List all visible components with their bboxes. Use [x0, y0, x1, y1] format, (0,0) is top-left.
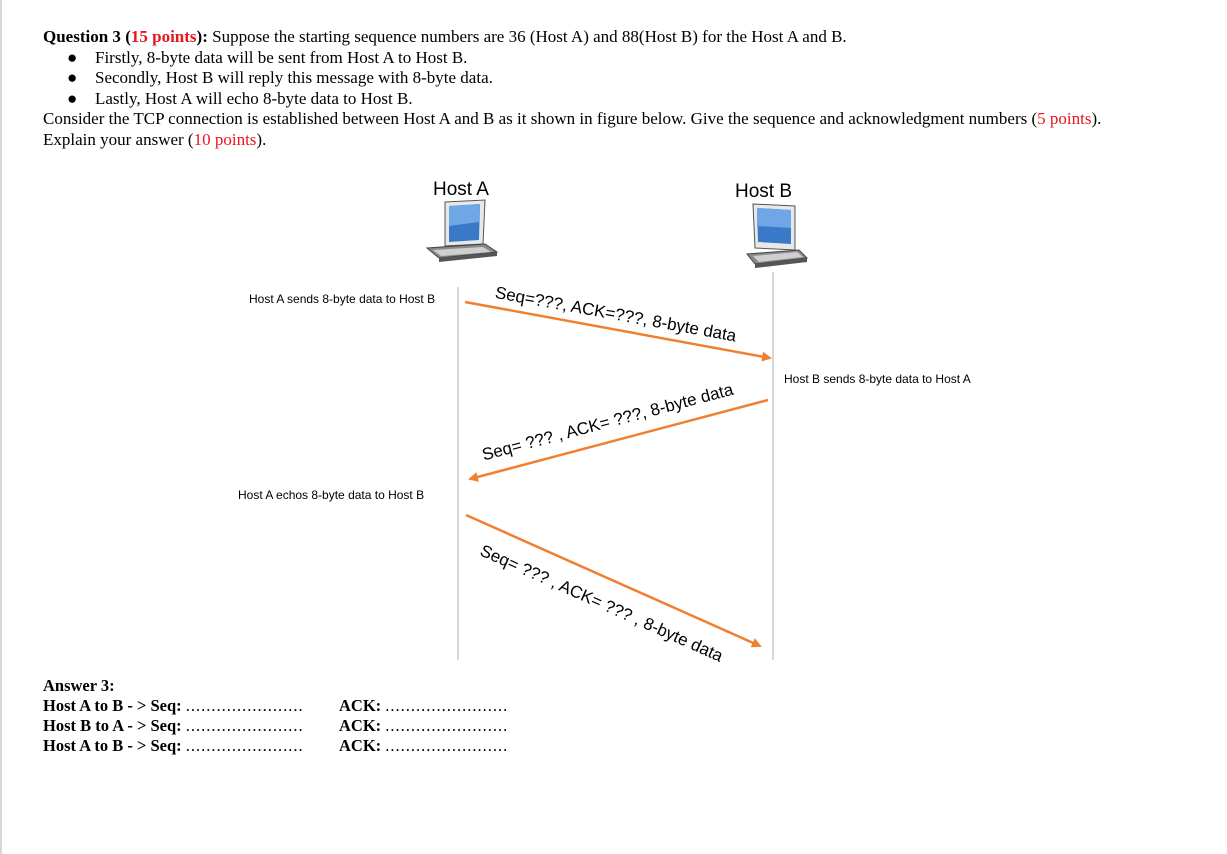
- bullet-text: Lastly, Host A will echo 8-byte data to Host B.: [95, 88, 413, 108]
- explain-end: ).: [256, 129, 267, 149]
- question-header: [43, 27, 1203, 48]
- bullet-icon: ●: [67, 47, 78, 67]
- question-block: [43, 27, 1203, 150]
- consider-end: ).: [1091, 109, 1102, 128]
- consider-text: Consider the TCP connection is established between Host A and B as it shown in figure below. Give the sequence and acknowledgment numbers (: [43, 109, 1038, 128]
- seq-blank[interactable]: .......................: [185, 736, 304, 755]
- bullet-icon: ●: [67, 68, 78, 87]
- answer-section: [43, 676, 509, 756]
- bullet-icon: ●: [67, 88, 78, 108]
- host-a-computer-icon: [427, 200, 497, 262]
- ack-blank[interactable]: ........................: [385, 696, 509, 715]
- seq-label: Host B to A - > Seq:: [43, 716, 182, 735]
- bullet-text: Firstly, 8-byte data will be sent from Host A to Host B.: [95, 47, 468, 67]
- answer-row: [43, 716, 509, 736]
- question-label: Question 3: [43, 27, 121, 46]
- points-close: ):: [196, 27, 208, 46]
- message-1-label: Seq=???, ACK=???, 8-byte data: [493, 283, 738, 346]
- list-item: [43, 89, 1203, 110]
- note-a-sends: Host A sends 8-byte data to Host B: [249, 292, 436, 306]
- bullet-text: Secondly, Host B will reply this message with 8-byte data.: [95, 68, 493, 87]
- points-open: (: [120, 27, 131, 46]
- answer-row: [43, 736, 509, 756]
- ack-blank[interactable]: ........................: [385, 736, 509, 755]
- question-points: 15 points: [130, 27, 197, 46]
- question-intro: Suppose the starting sequence numbers are 36 (Host A) and 88(Host B) for the Host A and B.: [207, 27, 847, 46]
- ack-label: ACK:: [339, 696, 382, 715]
- arrow-a-to-b-2: [466, 515, 760, 646]
- host-b-label: Host B: [735, 181, 793, 202]
- seq-blank[interactable]: .......................: [185, 696, 304, 715]
- explain-line: [43, 130, 1203, 151]
- note-b-sends: Host B sends 8-byte data to Host A: [784, 372, 971, 386]
- list-item: [43, 48, 1203, 69]
- seq-label: Host A to B - > Seq:: [43, 736, 182, 755]
- page-left-border: [0, 0, 2, 854]
- explain-points: 10 points: [193, 129, 257, 149]
- seq-label: Host A to B - > Seq:: [43, 696, 182, 715]
- list-item: [43, 68, 1203, 89]
- step-list: [43, 48, 1203, 110]
- consider-line: [43, 109, 1203, 130]
- message-2-label: Seq= ??? , ACK= ???, 8-byte data: [480, 379, 736, 465]
- explain-text: Explain your answer (: [43, 129, 194, 149]
- ack-label: ACK:: [339, 716, 382, 735]
- message-3-label: Seq= ??? , ACK= ??? , 8-byte data: [477, 541, 726, 666]
- host-b-computer-icon: [747, 204, 807, 268]
- consider-points: 5 points: [1037, 109, 1092, 128]
- ack-label: ACK:: [339, 736, 382, 755]
- ack-blank[interactable]: ........................: [385, 716, 509, 735]
- seq-blank[interactable]: .......................: [185, 716, 304, 735]
- note-a-echos: Host A echos 8-byte data to Host B: [238, 488, 425, 502]
- answer-title: Answer 3:: [43, 676, 115, 695]
- answer-row: [43, 696, 509, 716]
- host-a-label: Host A: [433, 179, 489, 200]
